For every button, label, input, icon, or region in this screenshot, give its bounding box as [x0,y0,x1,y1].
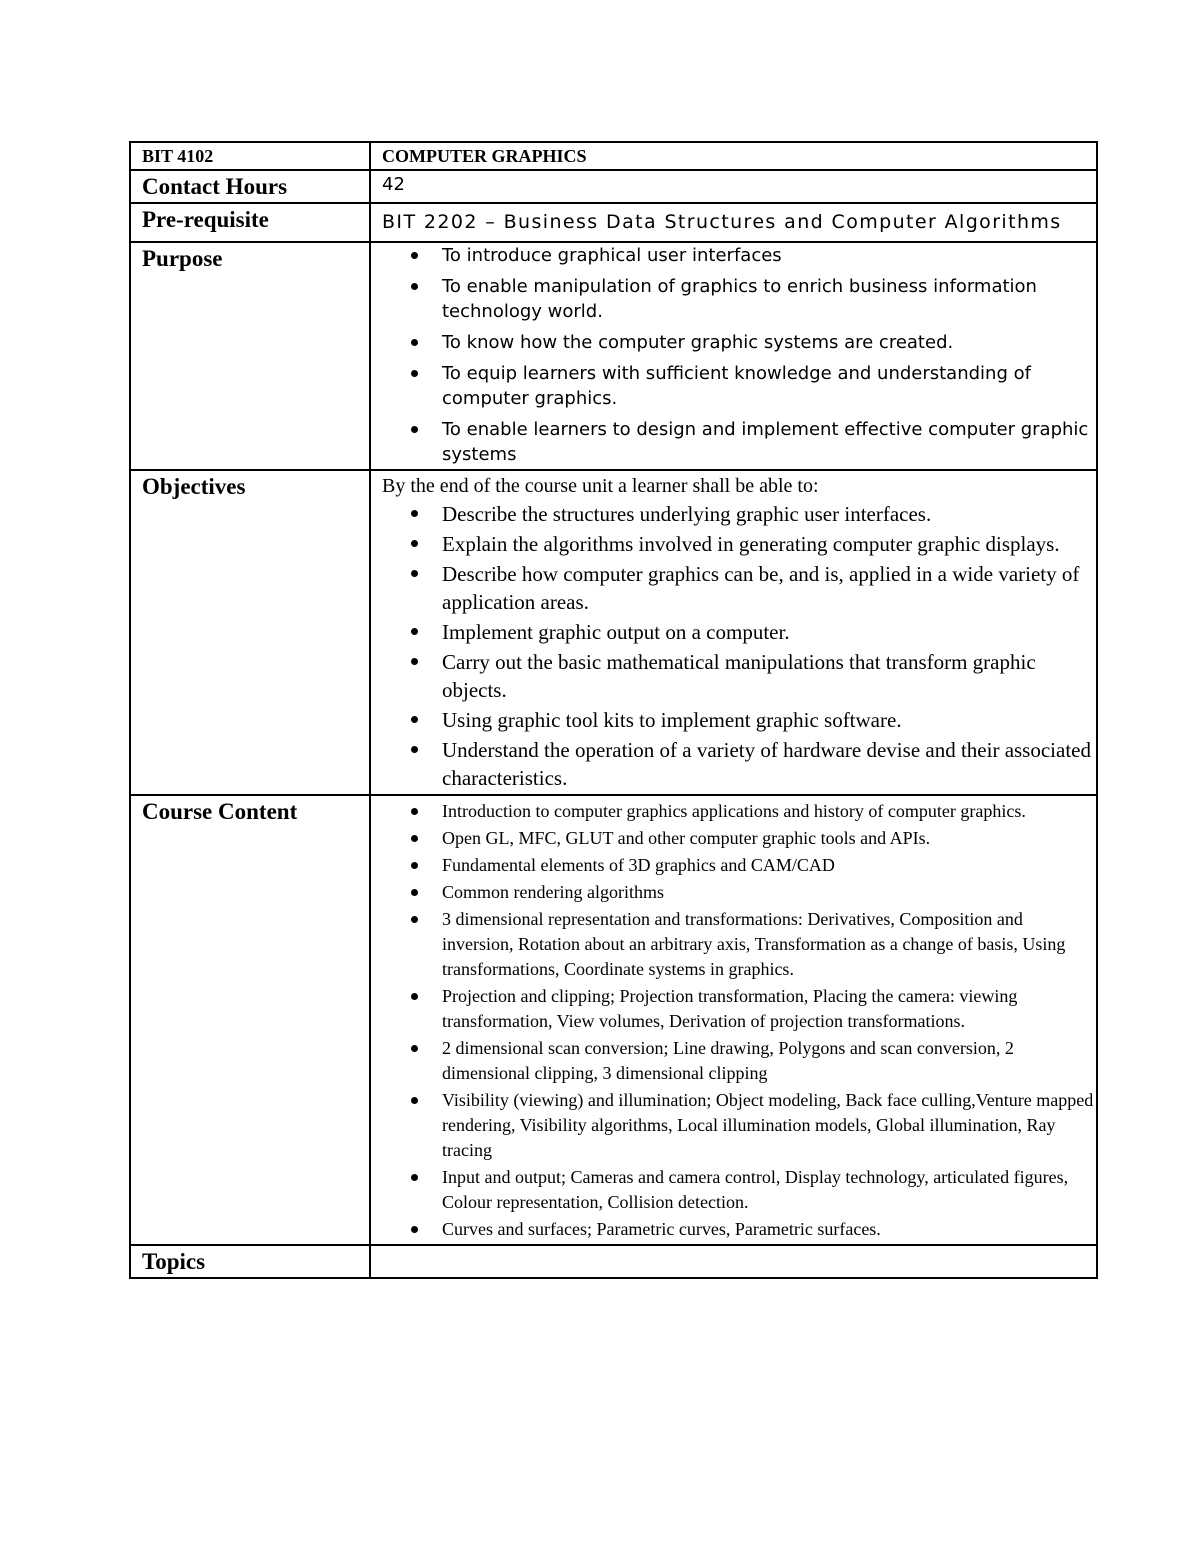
objective-item: Carry out the basic mathematical manipulations that transform graphic objects. [371,648,1096,704]
objectives-row [130,470,1097,795]
course-outline-table [129,141,1098,1279]
purpose-item: To introduce graphical user interfaces [371,243,1096,268]
course-title-cell [370,142,1097,170]
contact-hours-value-cell [370,170,1097,203]
objective-item: Implement graphic output on a computer. [371,618,1096,646]
purpose-label-cell [130,242,370,470]
objective-item: Using graphic tool kits to implement graphic software. [371,706,1096,734]
prerequisite-value-cell [370,203,1097,242]
content-item: 3 dimensional representation and transformations: Derivatives, Composition and inversion, Rotation about an arbitrary axis, Transformation as a change of basis, Using transformations, Coordinate systems in graphics. [371,907,1096,982]
content-item: Visibility (viewing) and illumination; Object modeling, Back face culling,Venture mapped rendering, Visibility algorithms, Local illumination models, Global illumination, Ray tracing [371,1088,1096,1163]
topics-value-cell [370,1245,1097,1278]
content-item: Curves and surfaces; Parametric curves, Parametric surfaces. [371,1217,1096,1242]
content-item: Projection and clipping; Projection transformation, Placing the camera: viewing transformation, View volumes, Derivation of projection transformations. [371,984,1096,1034]
prerequisite-label: Pre-requisite [142,207,269,232]
course-header-row [130,142,1097,170]
topics-value [371,1246,1096,1247]
purpose-value-cell [370,242,1097,470]
content-item: Introduction to computer graphics applications and history of computer graphics. [371,799,1096,824]
objectives-value-cell [370,470,1097,795]
objectives-label-cell [130,470,370,795]
objective-item: Explain the algorithms involved in generating computer graphic displays. [371,530,1096,558]
prerequisite-value: BIT 2202 – Business Data Structures and Computer Algorithms [382,211,1062,233]
content-item: Open GL, MFC, GLUT and other computer graphic tools and APIs. [371,826,1096,851]
purpose-item: To equip learners with sufficient knowledge and understanding of computer graphics. [371,361,1096,411]
topics-label-cell [130,1245,370,1278]
prerequisite-row [130,203,1097,242]
objective-item: Understand the operation of a variety of hardware devise and their associated characteristics. [371,736,1096,792]
objectives-list [371,500,1096,794]
objective-item: Describe how computer graphics can be, and is, applied in a wide variety of application areas. [371,560,1096,616]
contact-hours-value: 42 [382,174,405,195]
purpose-item: To enable learners to design and implement effective computer graphic systems [371,417,1096,467]
purpose-item: To know how the computer graphic systems are created. [371,330,1096,355]
purpose-label: Purpose [142,246,223,271]
course-code-cell [130,142,370,170]
course-content-list [371,796,1096,1244]
prerequisite-label-cell [130,203,370,242]
objective-item: Describe the structures underlying graphic user interfaces. [371,500,1096,528]
content-item: Common rendering algorithms [371,880,1096,905]
purpose-row [130,242,1097,470]
contact-hours-row [130,170,1097,203]
course-content-value-cell [370,795,1097,1245]
course-code: BIT 4102 [142,146,214,166]
objectives-label: Objectives [142,474,246,499]
content-item: Input and output; Cameras and camera control, Display technology, articulated figures, Colour representation, Collision detection. [371,1165,1096,1215]
content-item: 2 dimensional scan conversion; Line drawing, Polygons and scan conversion, 2 dimensional clipping, 3 dimensional clipping [371,1036,1096,1086]
contact-hours-label: Contact Hours [142,174,288,199]
content-item: Fundamental elements of 3D graphics and CAM/CAD [371,853,1096,878]
course-title: COMPUTER GRAPHICS [382,146,587,166]
course-content-row [130,795,1097,1245]
topics-label: Topics [142,1249,206,1274]
course-content-label-cell [130,795,370,1245]
purpose-item: To enable manipulation of graphics to enrich business information technology world. [371,274,1096,324]
course-content-label: Course Content [142,799,298,824]
contact-hours-label-cell [130,170,370,203]
objectives-intro: By the end of the course unit a learner shall be able to: [382,475,819,497]
topics-row [130,1245,1097,1278]
purpose-list [371,243,1096,469]
